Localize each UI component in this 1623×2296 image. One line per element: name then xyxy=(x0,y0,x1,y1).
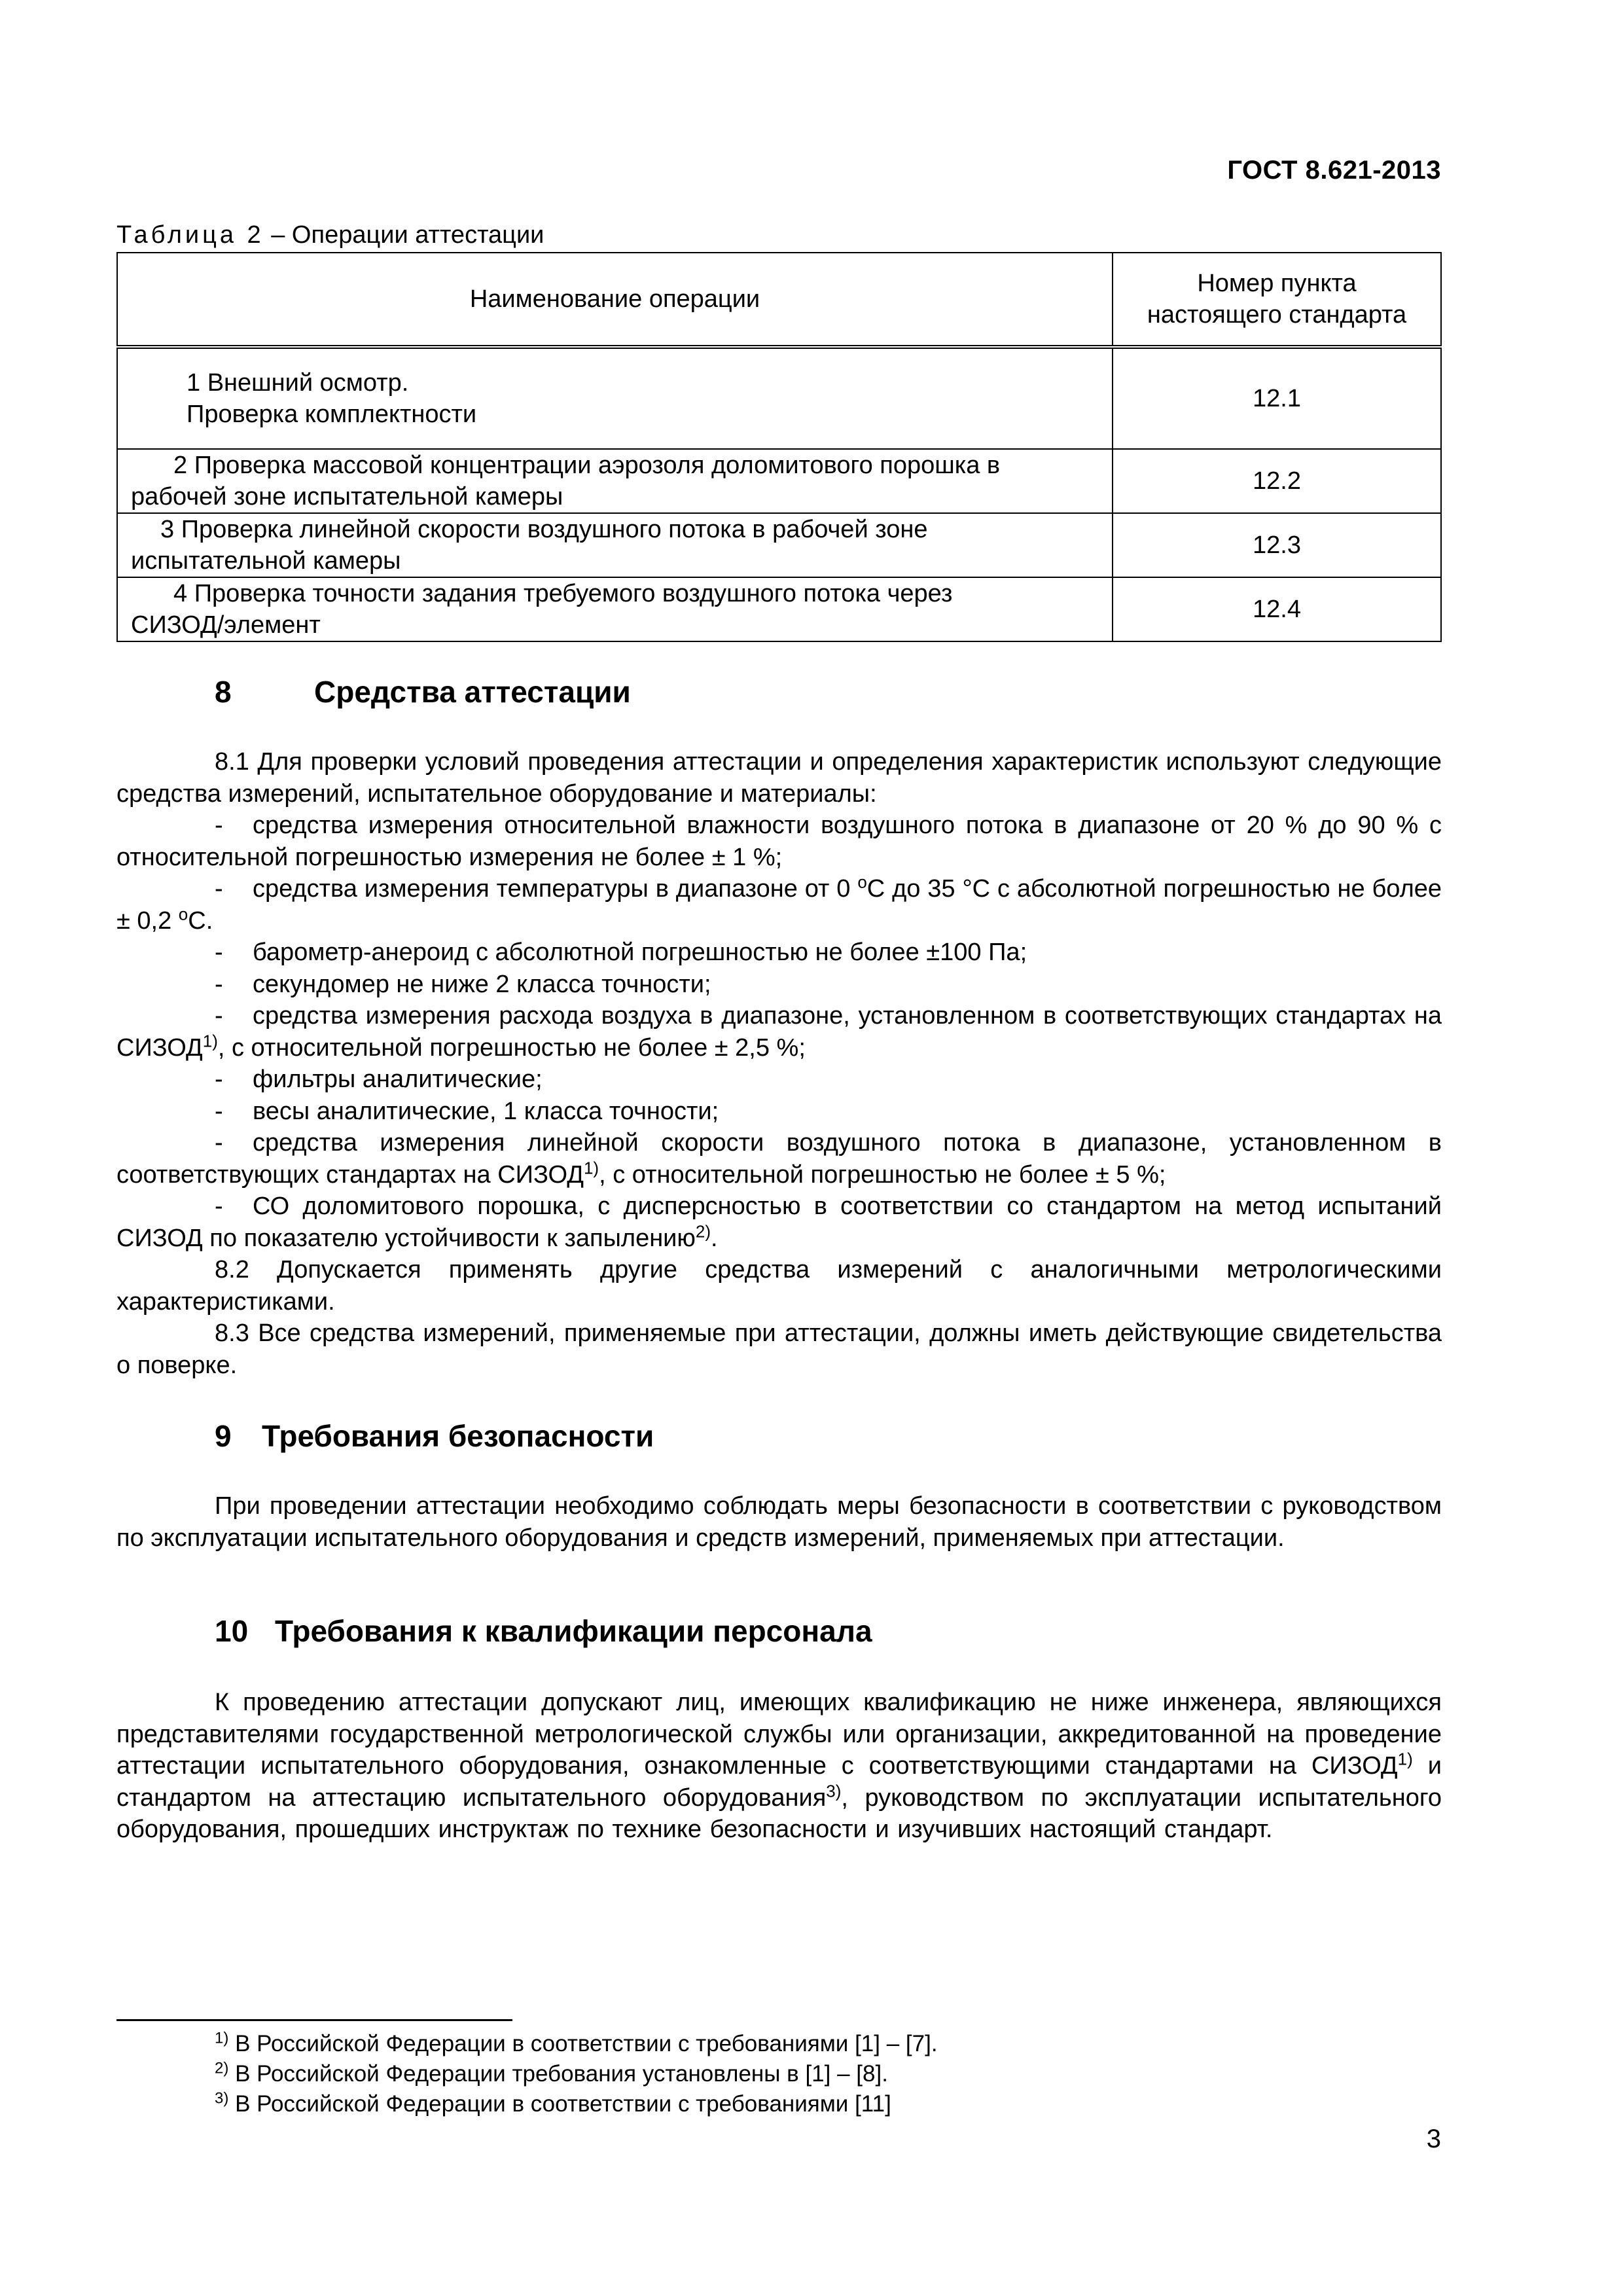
footnote-ref: 1) xyxy=(1397,1749,1413,1769)
standard-code: ГОСТ 8.621-2013 xyxy=(1227,156,1441,185)
list-item xyxy=(116,969,1442,1001)
footnote-mark: 2) xyxy=(215,2059,229,2077)
list-dash: - xyxy=(215,1097,223,1125)
list-item xyxy=(116,810,1442,873)
table-row xyxy=(117,449,1441,513)
section-10-body xyxy=(116,1687,1442,1846)
operation-cell xyxy=(117,449,1113,513)
page-number: 3 xyxy=(1426,2125,1441,2153)
operation-text: 4 Проверка точности задания требуемого воздушного потока через xyxy=(173,580,953,607)
paragraph-8-3: 8.3 Все средства измерений, применяемые при аттестации, должны иметь действующие свидетельства о поверке. xyxy=(116,1319,1442,1379)
clause-number-cell: 12.4 xyxy=(1113,577,1441,641)
operation-text: испытательной камеры xyxy=(131,547,401,575)
footnote-ref: 3) xyxy=(826,1780,842,1801)
operation-text: Проверка комплектности xyxy=(187,401,477,428)
operation-cell xyxy=(117,347,1113,449)
list-item-text: , с относительной погрешностью не более ± 5 %; xyxy=(599,1160,1166,1189)
operation-text: 2 Проверка массовой концентрации аэрозоля доломитового порошка в xyxy=(173,452,1001,479)
section-number: 10 xyxy=(215,1614,249,1648)
list-dash: - xyxy=(215,1066,223,1093)
list-item xyxy=(116,1096,1442,1128)
section-8-heading xyxy=(215,674,631,709)
list-item-text: СО доломитового порошка, с дисперсностью в соответствии со стандартом на метод испытаний СИЗОД по показателю устойчивости к запылению xyxy=(116,1193,1442,1252)
footnote-mark: 1) xyxy=(215,2029,229,2047)
list-item xyxy=(116,1000,1442,1064)
operation-text: рабочей зоне испытательной камеры xyxy=(131,483,563,511)
operation-cell xyxy=(117,513,1113,577)
list-dash: - xyxy=(215,812,223,839)
footnote-text: В Российской Федерации в соответствии с требованиями [1] – [7]. xyxy=(228,2031,938,2056)
section-number: 8 xyxy=(215,675,232,709)
list-item-text: средства измерения линейной скорости воздушного потока в диапазоне, установленном в соответствующих стандартах на СИЗОД xyxy=(116,1129,1442,1189)
footnote xyxy=(215,2089,938,2119)
footnote xyxy=(215,2029,938,2059)
table-row xyxy=(117,513,1441,577)
operation-cell xyxy=(117,577,1113,641)
footnote xyxy=(215,2059,938,2089)
clause-number-cell: 12.3 xyxy=(1113,513,1441,577)
operation-text: 3 Проверка линейной скорости воздушного потока в рабочей зоне xyxy=(160,516,928,543)
list-dash: - xyxy=(215,875,223,903)
column-header-clause-line2: настоящего стандарта xyxy=(1147,301,1407,329)
footnote-mark: 3) xyxy=(215,2089,229,2108)
list-item-text: средства измерения расхода воздуха в диапазоне, установленном в соответствующих стандартах на СИЗОД xyxy=(116,1002,1442,1062)
paragraph-9: При проведении аттестации необходимо соблюдать меры безопасности в соответствии с руководством по эксплуатации испытательного оборудования и средств измерений, применяемых при аттестации. xyxy=(116,1492,1442,1552)
section-number: 9 xyxy=(215,1419,232,1453)
list-dash: - xyxy=(215,1193,223,1220)
table-caption-label: Таблица 2 xyxy=(116,221,264,249)
list-item xyxy=(116,1064,1442,1096)
section-10-heading xyxy=(215,1613,872,1649)
list-item xyxy=(116,937,1442,969)
list-item-text: С до 35 °С с абсолютной погрешностью не более ± 0,2 xyxy=(116,875,1442,935)
footnote-text: В Российской Федерации требования установлены в [1] – [8]. xyxy=(228,2061,888,2087)
list-item xyxy=(116,873,1442,937)
list-item-text: . xyxy=(711,1224,718,1252)
list-item xyxy=(116,1191,1442,1254)
clause-number-cell: 12.1 xyxy=(1113,347,1441,449)
section-9-body xyxy=(116,1490,1442,1554)
column-header-clause-line1: Номер пункта xyxy=(1197,270,1357,297)
paragraph-text: , руководством по эксплуатации испытательного оборудования, прошедших инструктаж по технике безопасности и изучивших настоящий стандарт. xyxy=(116,1784,1442,1843)
list-item-text: фильтры аналитические; xyxy=(253,1066,543,1093)
table-row xyxy=(117,347,1441,449)
paragraph-8-2: 8.2 Допускается применять другие средства измерений с аналогичными метрологическими характеристиками. xyxy=(116,1256,1442,1316)
list-item-text: , с относительной погрешностью не более ± 2,5 %; xyxy=(217,1033,806,1062)
paragraph-10 xyxy=(116,1687,1442,1846)
list-dash: - xyxy=(215,1129,223,1157)
list-item-text: С. xyxy=(188,906,213,935)
footnote-separator xyxy=(116,2019,512,2021)
section-8-body xyxy=(116,746,1442,1381)
operation-text: СИЗОД/элемент xyxy=(131,611,321,639)
list-item-text: средства измерения относительной влажности воздушного потока в диапазоне от 20 % до 90 % с относительной погрешностью измерения не более ± 1 %; xyxy=(116,812,1442,871)
section-title: Требования к квалификации персонала xyxy=(275,1614,872,1648)
paragraph-text: К проведению аттестации допускают лиц, имеющих квалификацию не ниже инженера, являющихся представителями государственной метрологической службы или организации, аккредитованной на проведение аттестации испытательного оборудования, ознакомленные с соответствующими стандартами на СИЗОД xyxy=(116,1689,1442,1780)
operations-table xyxy=(116,252,1442,642)
superscript: о xyxy=(178,903,188,924)
list-item-text: весы аналитические, 1 класса точности; xyxy=(253,1097,719,1125)
table-caption xyxy=(116,221,544,249)
list-dash: - xyxy=(215,970,223,998)
superscript: о xyxy=(857,872,867,892)
column-header-operation: Наименование операции xyxy=(117,253,1113,347)
list-item-text: барометр-анероид с абсолютной погрешностью не более ±100 Па; xyxy=(253,939,1027,966)
list-item xyxy=(116,1127,1442,1191)
column-header-clause-number xyxy=(1113,253,1441,347)
list-item-text: средства измерения температуры в диапазоне от 0 xyxy=(253,875,858,903)
table-caption-text: – Операции аттестации xyxy=(264,221,544,249)
footnotes xyxy=(215,2029,938,2119)
footnote-ref: 2) xyxy=(695,1221,711,1241)
clause-number-cell: 12.2 xyxy=(1113,449,1441,513)
section-title: Требования безопасности xyxy=(262,1419,654,1453)
paragraph-8-1: 8.1 Для проверки условий проведения аттестации и определения характеристик используют следующие средства измерений, испытательное оборудование и материалы: xyxy=(116,748,1442,808)
footnote-text: В Российской Федерации в соответствии с требованиями [11] xyxy=(228,2091,891,2117)
section-9-heading xyxy=(215,1418,654,1454)
footnote-ref: 1) xyxy=(583,1157,599,1177)
paragraph-text: и стандартом на аттестацию испытательного оборудования xyxy=(116,1752,1442,1812)
table-header-row xyxy=(117,253,1441,347)
operation-text: 1 Внешний осмотр. xyxy=(187,369,409,397)
table-row xyxy=(117,577,1441,641)
list-item-text: секундомер не ниже 2 класса точности; xyxy=(253,970,711,998)
list-dash: - xyxy=(215,939,223,966)
footnote-ref: 1) xyxy=(202,1030,218,1050)
list-dash: - xyxy=(215,1002,223,1030)
section-title: Средства аттестации xyxy=(314,675,631,709)
